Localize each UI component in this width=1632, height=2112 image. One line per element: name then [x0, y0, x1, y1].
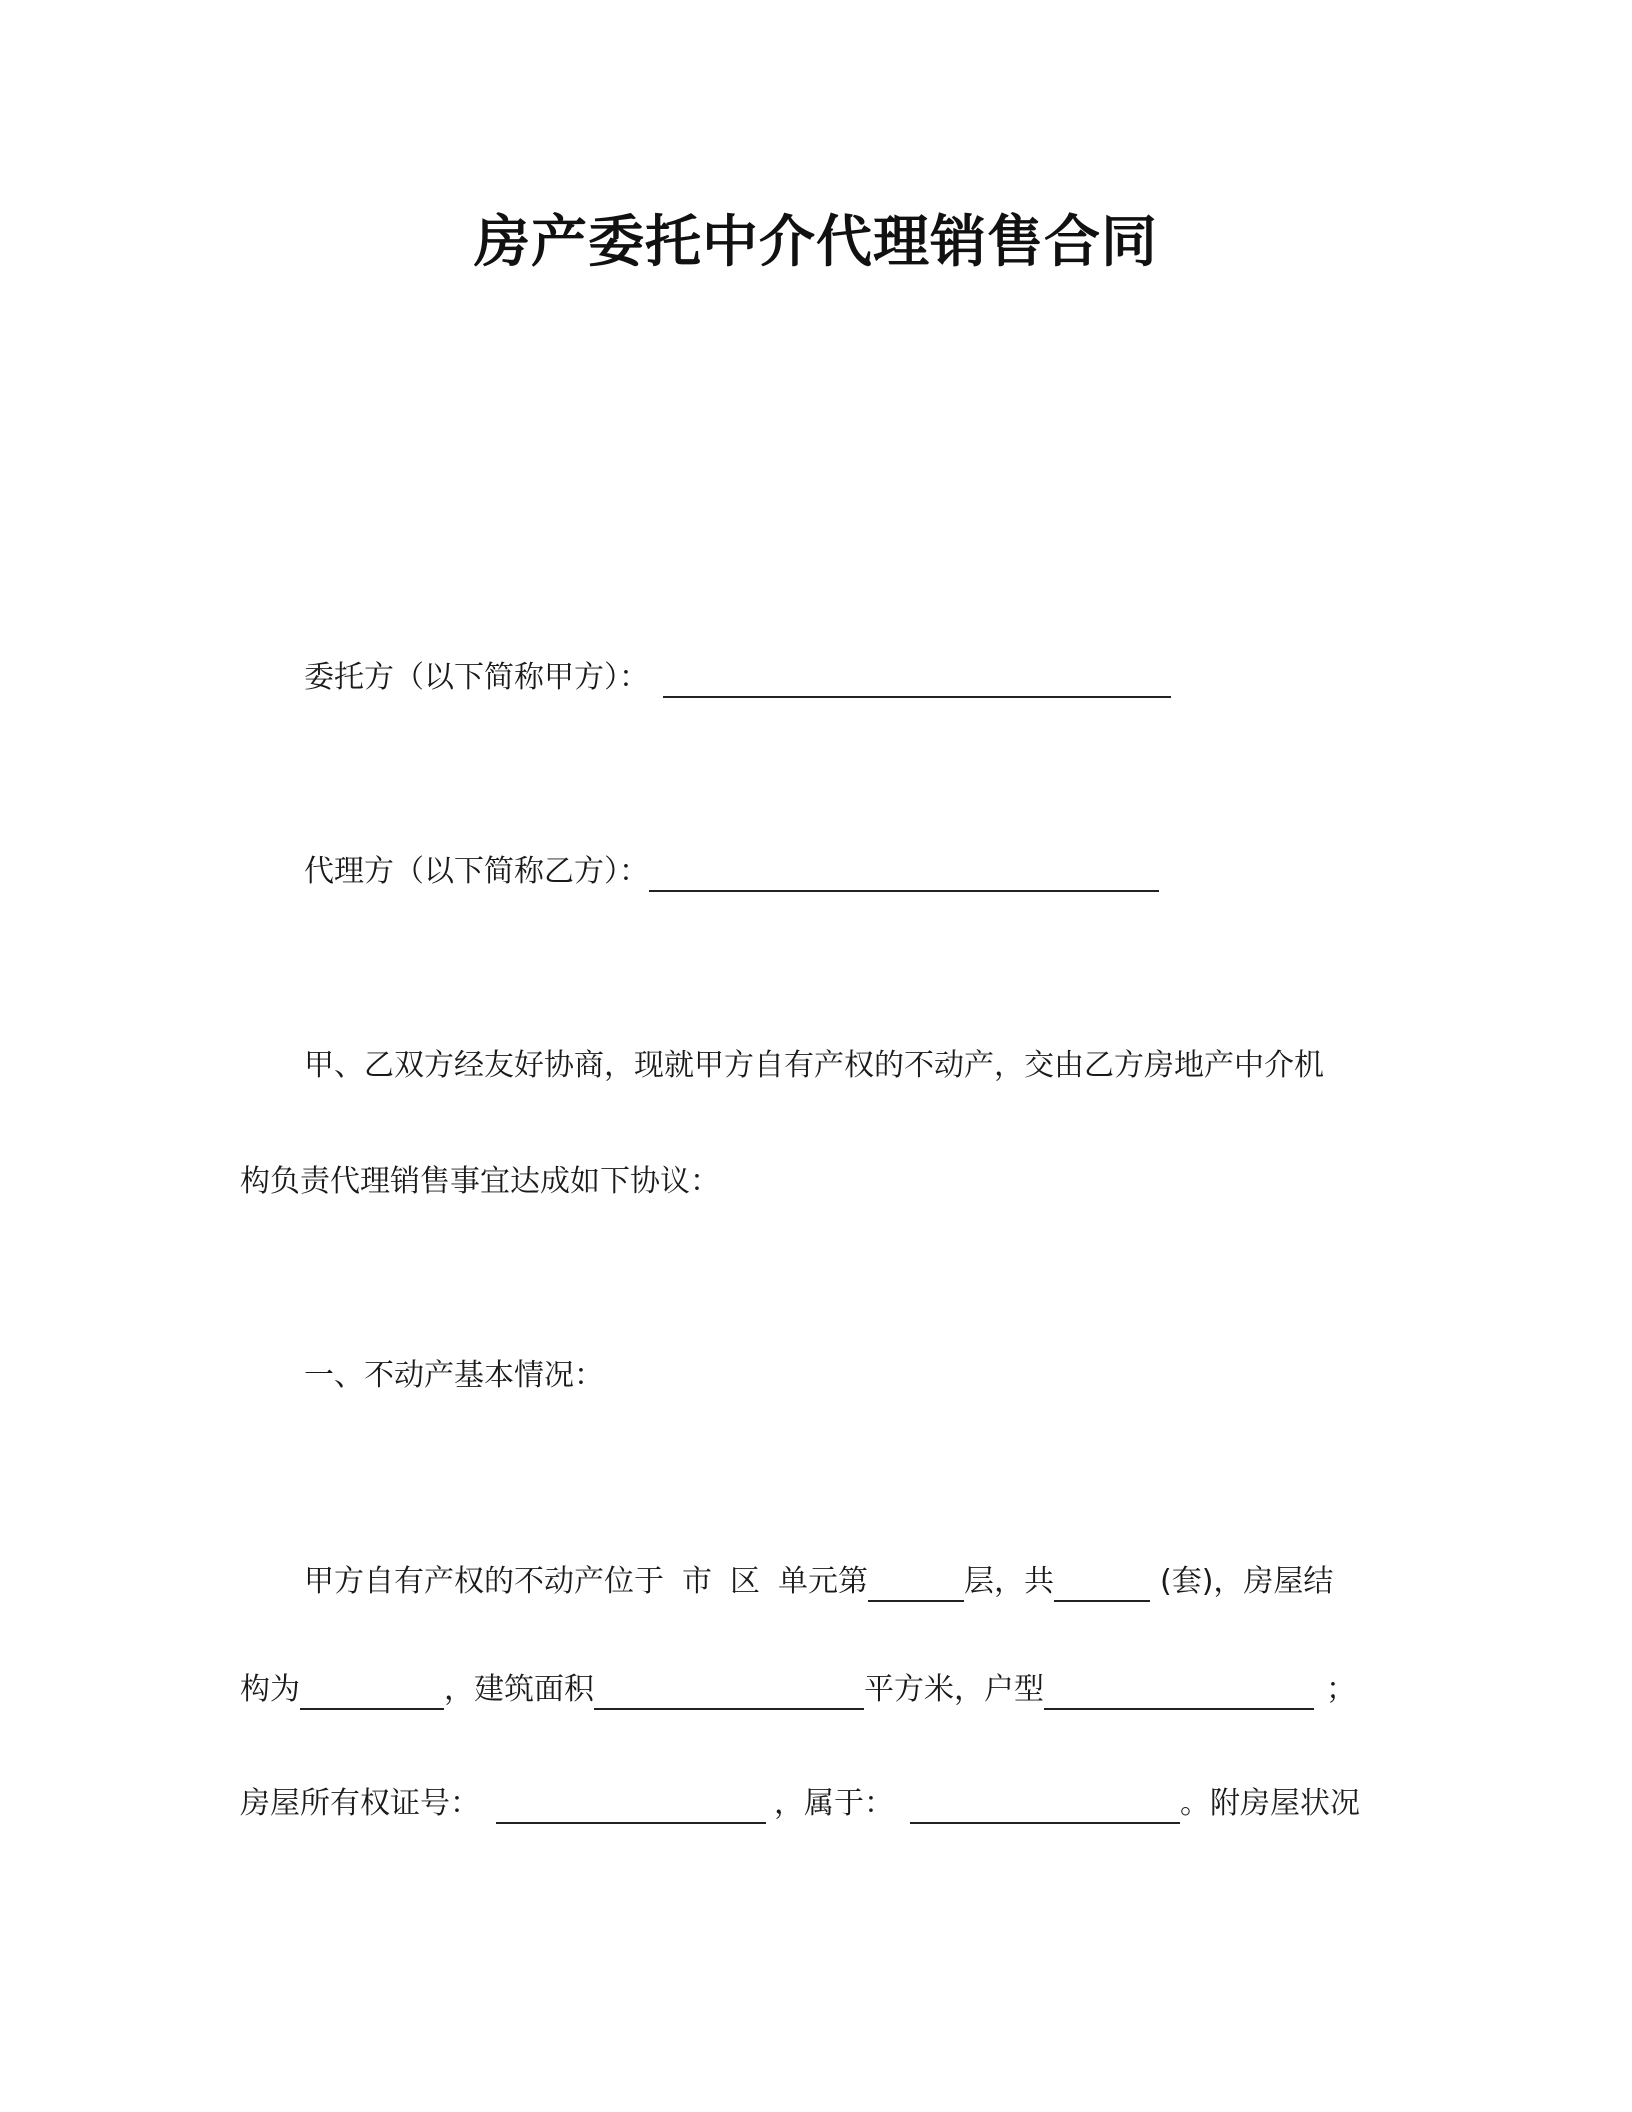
structure-label: 构为 — [240, 1672, 300, 1707]
property-location-label: 甲方自有产权的不动产位于 — [304, 1564, 664, 1599]
section-1-heading: 一、不动产基本情况： — [304, 1358, 604, 1393]
agent-blank — [649, 854, 1159, 892]
layout-blank — [1044, 1672, 1314, 1710]
principal-blank — [663, 660, 1171, 698]
intro-line-2: 构负责代理销售事宜达成如下协议： — [240, 1164, 720, 1199]
property-sets-label: (套)，房屋结 — [1160, 1564, 1334, 1599]
area-label: ，建筑面积 — [444, 1672, 594, 1707]
line-2-end-punct: ； — [1326, 1672, 1356, 1707]
property-floor-label: 层，共 — [964, 1564, 1054, 1599]
layout-label: 平方米，户型 — [864, 1672, 1044, 1707]
agent-label: 代理方（以下简称乙方）： — [304, 854, 649, 889]
document-title: 房产委托中介代理销售合同 — [474, 210, 1158, 275]
certificate-blank — [496, 1786, 766, 1824]
property-city-label: 市 — [682, 1564, 712, 1599]
floor-blank — [868, 1564, 964, 1602]
agent-line — [304, 852, 1159, 892]
intro-line-1: 甲、乙双方经友好协商，现就甲方自有产权的不动产，交由乙方房地产中介机 — [304, 1048, 1324, 1083]
attachment-label: 。附房屋状况 — [1180, 1786, 1360, 1821]
property-line-3 — [240, 1784, 1360, 1824]
certificate-label: 房屋所有权证号： — [240, 1786, 480, 1821]
property-unit-label: 单元第 — [778, 1564, 868, 1599]
property-line-2 — [240, 1670, 1356, 1710]
property-district-label: 区 — [730, 1564, 760, 1599]
sets-blank — [1054, 1564, 1150, 1602]
area-blank — [594, 1672, 864, 1710]
principal-line — [304, 658, 1171, 698]
structure-blank — [300, 1672, 444, 1710]
belongs-label: ，属于： — [774, 1786, 894, 1821]
principal-label: 委托方（以下简称甲方）： — [304, 660, 649, 695]
property-line-1 — [304, 1562, 1333, 1602]
belongs-blank — [910, 1786, 1180, 1824]
